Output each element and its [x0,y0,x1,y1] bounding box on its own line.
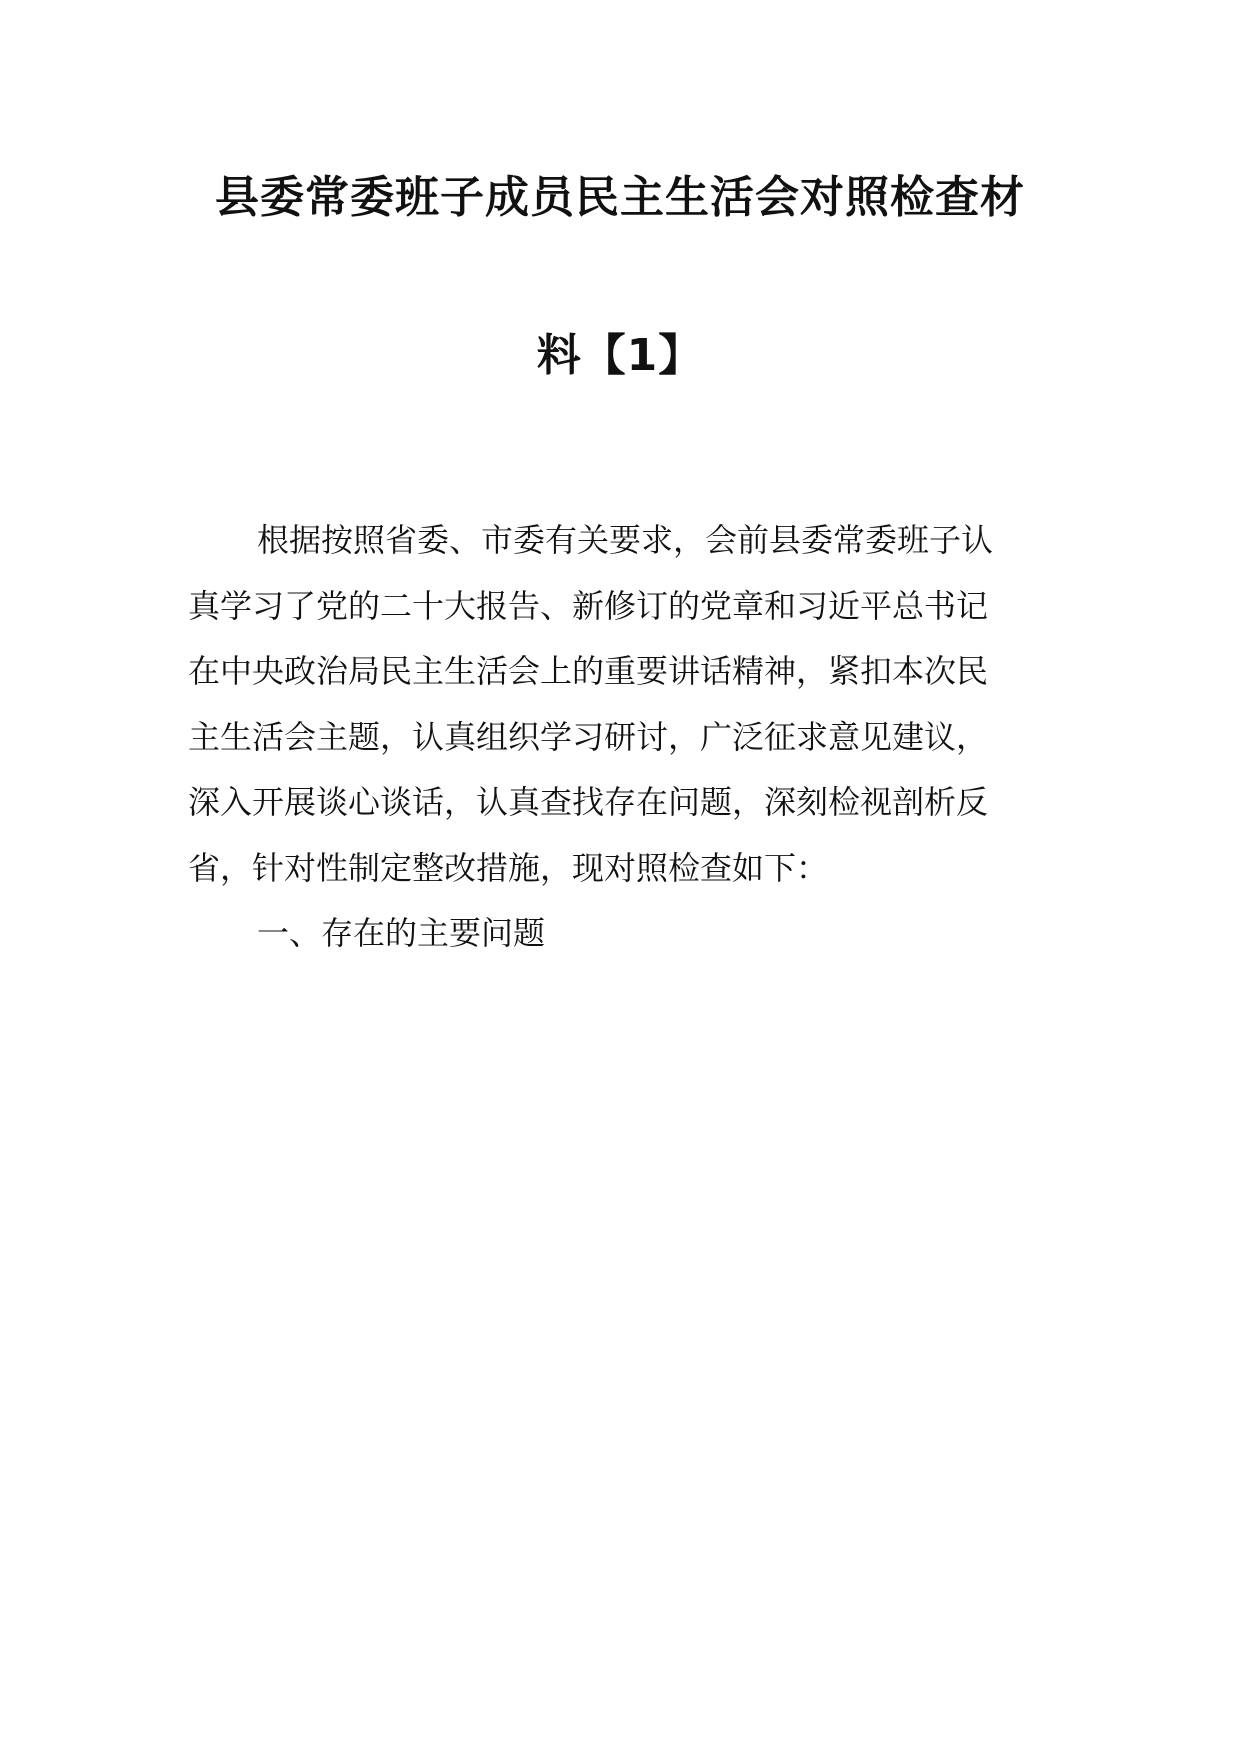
body-line-3: 在中央政治局民主生活会上的重要讲话精神，紧扣本次民 [188,652,989,690]
document-body [188,508,1054,967]
body-line-2: 真学习了党的二十大报告、新修订的党章和习近平总书记 [188,586,989,625]
body-line-6: 省，针对性制定整改措施，现对照检查如下： [188,848,829,887]
document-title-line-2: 料【1】 [536,330,704,381]
section-heading: 一、存在的主要问题 [257,914,546,952]
document-title-line-1: 县委常委班子成员民主生活会对照检查材 [215,172,1025,223]
body-line-4: 主生活会主题，认真组织学习研讨，广泛征求意见建议， [188,717,989,756]
body-line-5: 深入开展谈心谈话，认真查找存在问题，深刻检视剖析反 [188,783,989,821]
body-line-1: 根据按照省委、市委有关要求，会前县委常委班子认 [257,521,994,559]
